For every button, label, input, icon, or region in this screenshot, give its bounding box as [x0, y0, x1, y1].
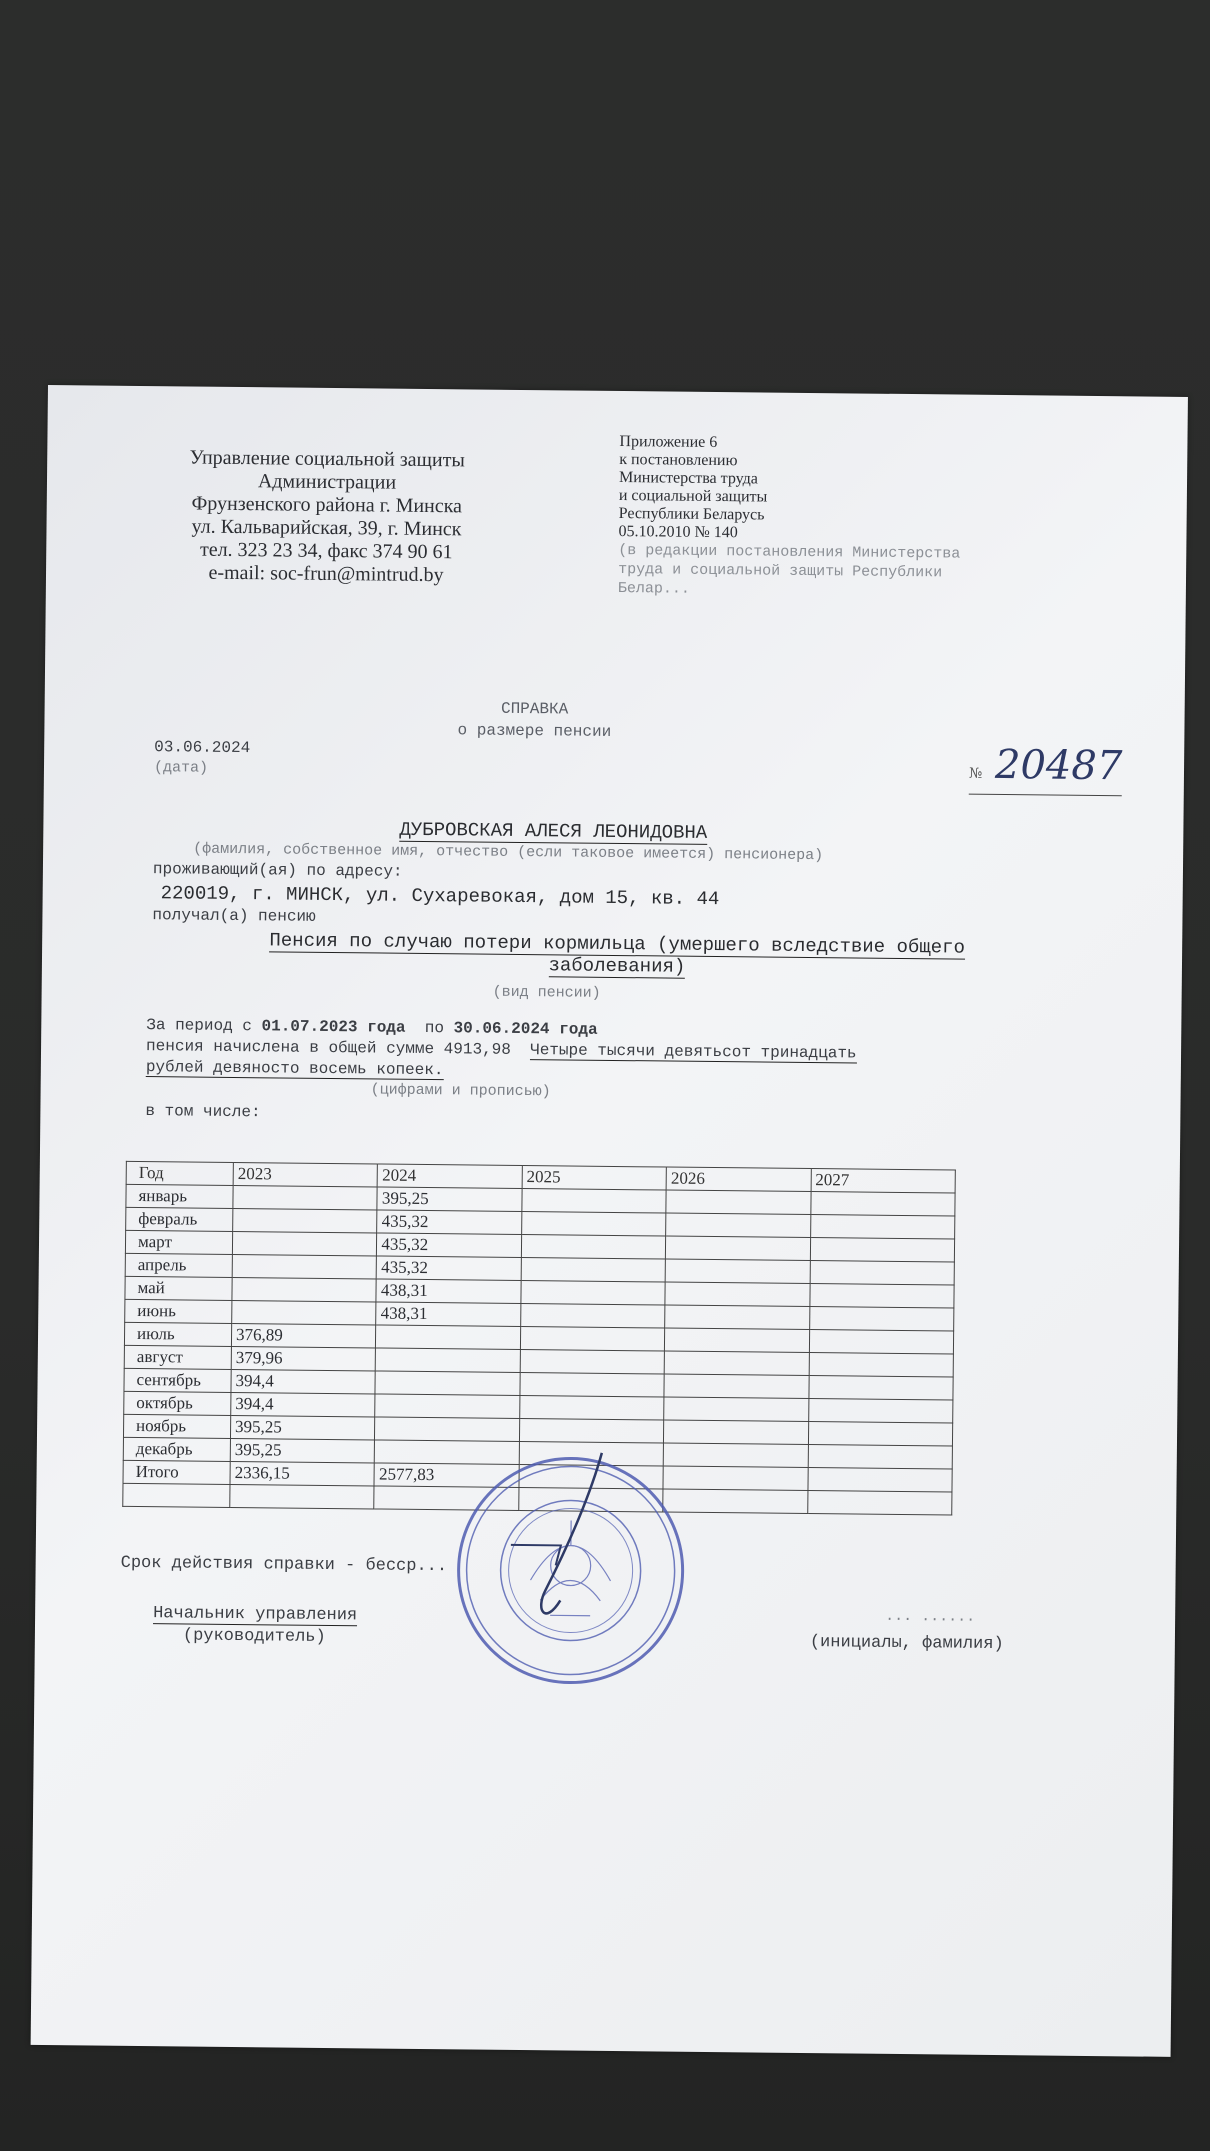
org-line: Управление социальной защиты	[189, 446, 465, 472]
value-cell	[810, 1261, 955, 1286]
month-cell: февраль	[126, 1207, 233, 1231]
doc-title: СПРАВКА	[500, 699, 569, 719]
annex-line: (в редакции постановления Министерства	[618, 541, 961, 563]
value-cell	[807, 1491, 952, 1516]
period-prefix: За период с	[146, 1016, 253, 1036]
value-cell	[666, 1236, 811, 1261]
org-line: Фрунзенского района г. Минска	[191, 492, 463, 518]
value-cell	[665, 1305, 810, 1330]
doc-subtitle: о размере пенсии	[457, 721, 612, 741]
initials-value: ... ......	[885, 1607, 976, 1626]
value-cell	[232, 1254, 377, 1279]
value-cell: 2336,15	[230, 1461, 375, 1486]
month-cell: январь	[126, 1184, 233, 1208]
value-cell	[808, 1399, 953, 1424]
value-cell	[809, 1353, 954, 1378]
pensioner-name: ДУБРОВСКАЯ АЛЕСЯ ЛЕОНИДОВНА	[399, 818, 708, 844]
annex-line: 05.10.2010 № 140	[618, 522, 738, 542]
value-cell	[521, 1235, 666, 1260]
pension-type-line: Пенсия по случаю потери кормильца (умершего вследствие общего	[269, 929, 966, 959]
period-mid: по	[424, 1018, 445, 1038]
address-label: проживающий(ая) по адресу:	[152, 860, 403, 881]
value-cell: 394,4	[231, 1369, 376, 1394]
including-label: в том числе:	[145, 1102, 261, 1122]
value-cell	[232, 1277, 377, 1302]
value-cell	[375, 1394, 520, 1419]
number-value: 20487	[994, 741, 1123, 790]
value-cell	[521, 1258, 666, 1283]
month-cell: декабрь	[123, 1437, 230, 1461]
value-cell	[521, 1212, 666, 1237]
name-label: (фамилия, собственное имя, отчество (если таковое имеется) пенсионера)	[193, 840, 824, 865]
value-cell	[519, 1418, 664, 1443]
annex-line: Белар...	[617, 579, 691, 598]
value-cell	[810, 1238, 955, 1263]
value-cell	[233, 1185, 378, 1210]
doc-date: 03.06.2024	[154, 738, 251, 758]
value-cell	[375, 1417, 520, 1442]
table-header-cell: 2025	[522, 1166, 667, 1191]
pension-type-line: заболевания)	[548, 954, 686, 978]
org-line: ул. Кальварийская, 39, г. Минск	[191, 515, 462, 541]
value-cell	[664, 1374, 809, 1399]
value-cell	[665, 1282, 810, 1307]
value-cell: 435,32	[377, 1256, 522, 1281]
value-cell: 395,25	[230, 1415, 375, 1440]
document-sheet	[31, 385, 1188, 2057]
value-cell	[808, 1376, 953, 1401]
value-cell	[809, 1307, 954, 1332]
head-title: Начальник управления	[153, 1604, 358, 1626]
value-cell: 435,32	[377, 1233, 522, 1258]
sum-line-2	[146, 1058, 444, 1079]
month-cell: Итого	[123, 1460, 230, 1484]
org-line: тел. 323 23 34, факс 374 90 61	[199, 538, 453, 564]
org-email: e-mail: soc-frun@mintrud.by	[208, 561, 444, 587]
value-cell	[232, 1300, 377, 1325]
value-cell	[664, 1397, 809, 1422]
month-cell: март	[125, 1230, 232, 1254]
value-cell	[809, 1284, 954, 1309]
pension-type-label: (вид пенсии)	[492, 983, 601, 1002]
sum-label: (цифрами и прописью)	[370, 1081, 551, 1101]
annex-line: Министерства труда	[618, 468, 759, 488]
validity-text: Срок действия справки - бесср...	[120, 1553, 448, 1577]
sum-words: рублей девяносто восемь копеек.	[145, 1058, 444, 1080]
value-cell	[809, 1330, 954, 1355]
annex-line: Республики Беларусь	[618, 504, 765, 524]
organization-header	[156, 446, 497, 588]
month-cell: июль	[124, 1322, 231, 1346]
value-cell	[665, 1259, 810, 1284]
value-cell: 395,25	[230, 1438, 375, 1463]
value-cell	[520, 1372, 665, 1397]
value-cell	[666, 1190, 811, 1215]
received-label: получал(а) пенсию	[152, 906, 316, 926]
month-cell: ноябрь	[123, 1414, 230, 1438]
month-cell: июнь	[125, 1299, 232, 1323]
org-line: Администрации	[257, 470, 397, 494]
value-cell	[810, 1192, 955, 1217]
table-header-cell: 2023	[233, 1162, 378, 1187]
value-cell	[808, 1445, 953, 1470]
month-cell: май	[125, 1276, 232, 1300]
number-sign: №	[968, 765, 983, 782]
value-cell	[664, 1351, 809, 1376]
value-cell	[665, 1328, 810, 1353]
value-cell	[520, 1349, 665, 1374]
value-cell	[522, 1189, 667, 1214]
doc-date-label: (дата)	[153, 759, 209, 777]
pensioner-address: 220019, г. МИНСК, ул. Сухаревокая, дом 15, кв. 44	[160, 882, 720, 911]
initials-label: (инициалы, фамилия)	[809, 1633, 1004, 1655]
value-cell: 438,31	[376, 1279, 521, 1304]
value-cell	[375, 1371, 520, 1396]
value-cell: 395,25	[377, 1187, 522, 1212]
month-cell: октябрь	[124, 1391, 231, 1415]
month-cell: апрель	[125, 1253, 232, 1277]
sum-number: 4913,98	[443, 1040, 512, 1059]
value-cell	[230, 1484, 375, 1509]
pension-type	[177, 928, 1057, 981]
value-cell	[666, 1213, 811, 1238]
value-cell	[376, 1325, 521, 1350]
annex-line: Приложение 6	[619, 432, 718, 452]
month-cell	[123, 1483, 230, 1507]
value-cell	[808, 1468, 953, 1493]
value-cell	[520, 1304, 665, 1329]
table-header-cell: 2026	[666, 1167, 811, 1192]
official-stamp	[449, 1449, 692, 1692]
sum-prefix: пенсия начислена в общей сумме	[145, 1037, 435, 1059]
value-cell	[808, 1422, 953, 1447]
month-cell: август	[124, 1345, 231, 1369]
value-cell: 394,4	[231, 1392, 376, 1417]
table-header-cell: 2027	[811, 1169, 956, 1194]
value-cell	[810, 1215, 955, 1240]
value-cell	[520, 1326, 665, 1351]
value-cell: 376,89	[231, 1323, 376, 1348]
table-header-cell: Год	[126, 1161, 233, 1185]
head-label: (руководитель)	[182, 1626, 326, 1647]
month-cell: сентябрь	[124, 1368, 231, 1392]
annex-line: труда и социальной защиты Республики	[618, 560, 943, 582]
sum-words: Четыре тысячи девятьсот тринадцать	[530, 1041, 857, 1063]
table-header-cell: 2024	[378, 1164, 523, 1189]
annex-line: к постановлению	[619, 450, 738, 470]
value-cell: 435,32	[377, 1210, 522, 1235]
value-cell	[376, 1348, 521, 1373]
head-title-line	[153, 1604, 357, 1625]
period-to: 30.06.2024 года	[453, 1019, 598, 1039]
annex-line: и социальной защиты	[618, 486, 768, 506]
value-cell: 2577,83	[374, 1463, 519, 1488]
period-line	[146, 1016, 597, 1039]
value-cell: 438,31	[376, 1302, 521, 1327]
value-cell: 379,96	[231, 1346, 376, 1371]
annex-block	[618, 433, 1100, 603]
value-cell	[664, 1420, 809, 1445]
value-cell	[232, 1231, 377, 1256]
value-cell	[519, 1395, 664, 1420]
value-cell	[521, 1281, 666, 1306]
period-from: 01.07.2023 года	[261, 1017, 406, 1037]
doc-number	[968, 741, 1123, 797]
value-cell	[233, 1208, 378, 1233]
